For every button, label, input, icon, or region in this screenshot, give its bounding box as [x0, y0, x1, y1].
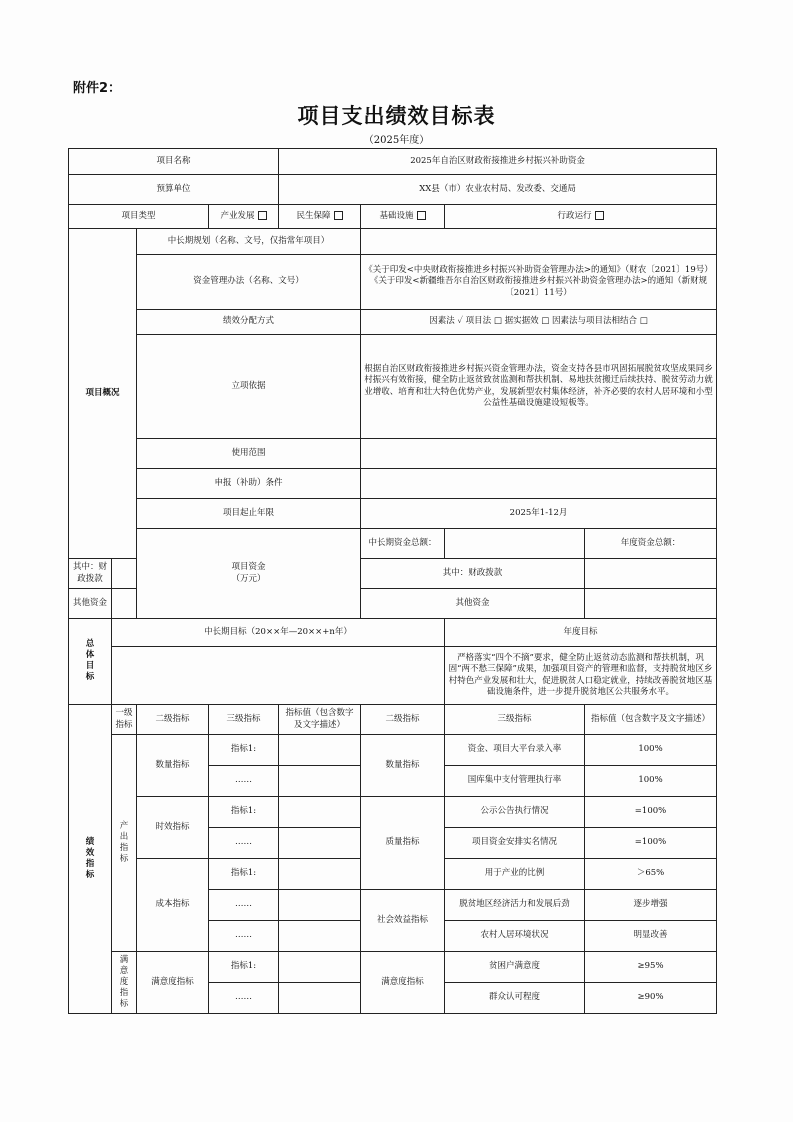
- basis-label: 立项依据: [137, 335, 361, 439]
- left-level2-cost: 成本指标: [137, 859, 209, 952]
- budget-unit-value: XX县（市）农业农村局、发改委、交通局: [279, 175, 717, 205]
- type-option-industry: 产业发展: [209, 205, 279, 229]
- allocation-options: 因素法 ✓ 项目法 □ 据实据效 □ 因素法与项目法相结合 □: [361, 310, 717, 335]
- right-value-cell: ＞65%: [585, 859, 717, 890]
- right-value-cell: =100%: [585, 797, 717, 828]
- scope-label: 使用范围: [137, 439, 361, 469]
- mid-fiscal-value: [112, 559, 137, 589]
- right-level3-cell: 国库集中支付管理执行率: [445, 766, 585, 797]
- left-value-cell: [279, 797, 361, 828]
- method-value-2: 《关于印发<新疆维吾尔自治区财政衔接推进乡村振兴补助资金管理办法>的通知（新财规〔2021〕11号）: [369, 276, 708, 298]
- mid-goal-label: 中长期目标（20××年—20××+n年）: [112, 619, 445, 647]
- right-level3-cell: 贫困户满意度: [445, 952, 585, 983]
- left-level3-cell: ……: [209, 828, 279, 859]
- year-total-label: 年度资金总额：: [585, 529, 717, 559]
- checkbox-icon: [417, 211, 426, 220]
- type-option-livelihood: 民生保障: [279, 205, 361, 229]
- left-value-cell: [279, 828, 361, 859]
- right-value-cell: ≥95%: [585, 952, 717, 983]
- left-value-cell: [279, 859, 361, 890]
- header-level2-right: 二级指标: [361, 705, 445, 735]
- right-level3-cell: 群众认可程度: [445, 983, 585, 1014]
- header-level1: 一级指标: [112, 705, 137, 735]
- right-level3-cell: 公示公告执行情况: [445, 797, 585, 828]
- method-label: 资金管理办法（名称、文号）: [137, 255, 361, 310]
- scope-value: [361, 439, 717, 469]
- left-value-cell: [279, 735, 361, 766]
- type-option-infrastructure: 基础设施: [361, 205, 445, 229]
- right-value-cell: 100%: [585, 735, 717, 766]
- mid-other-label: 其他资金: [69, 589, 112, 619]
- overview-section-label: 项目概况: [69, 229, 137, 559]
- header-level2-left: 二级指标: [137, 705, 209, 735]
- right-value-cell: 明显改善: [585, 921, 717, 952]
- left-value-cell: [279, 890, 361, 921]
- right-value-cell: 逐步增强: [585, 890, 717, 921]
- goals-section-label: 总体目标: [69, 619, 112, 705]
- mid-fiscal-label: 其中：财政拨款: [69, 559, 112, 589]
- year-label: （2025年度）: [363, 135, 430, 146]
- left-level3-cell: 指标1:: [209, 859, 279, 890]
- mid-total-label: 中长期资金总额：: [361, 529, 445, 559]
- header-level3-right: 三级指标: [445, 705, 585, 735]
- left-level3-cell: 指标1:: [209, 952, 279, 983]
- mid-goal-value: [112, 647, 445, 705]
- header-value-right: 指标值（包含数字及文字描述）: [585, 705, 717, 735]
- mid-other-value: [112, 589, 137, 619]
- right-value-cell: =100%: [585, 828, 717, 859]
- left-level2-timeliness: 时效指标: [137, 797, 209, 859]
- indicators-section-label: 绩效指标: [69, 705, 112, 1014]
- condition-label: 申报（补助）条件: [137, 469, 361, 499]
- budget-unit-label: 预算单位: [69, 175, 279, 205]
- right-level2-satisfaction: 满意度指标: [361, 952, 445, 1014]
- type-option-admin: 行政运行: [445, 205, 717, 229]
- left-level3-cell: 指标1:: [209, 735, 279, 766]
- mid-total-value: [445, 529, 585, 559]
- header-level3-left: 三级指标: [209, 705, 279, 735]
- plan-label: 中长期规划（名称、文号，仅指常年项目）: [137, 229, 361, 255]
- plan-value: [361, 229, 717, 255]
- left-level3-cell: ……: [209, 890, 279, 921]
- right-level2-quantity: 数量指标: [361, 735, 445, 797]
- satisfaction-indicator-label: 满意度指标: [112, 952, 137, 1014]
- left-value-cell: [279, 952, 361, 983]
- attachment-label: 附件2：: [73, 81, 122, 96]
- header-value-left: 指标值（包含数字及文字描述）: [279, 705, 361, 735]
- condition-value: [361, 469, 717, 499]
- period-label: 项目起止年限: [137, 499, 361, 529]
- left-level3-cell: ……: [209, 983, 279, 1014]
- method-value: [361, 255, 717, 310]
- left-value-cell: [279, 766, 361, 797]
- year-goal-value: 严格落实“四个不摘”要求，健全防止返贫动态监测和帮扶机制，巩固“两不愁三保障”成果，加强项目资产的管理和监督，支持脱贫地区乡村特色产业发展和壮大，促进脱贫人口稳定就业，持续改善脱贫地区基础设施条件，进一步提升脱贫地区公共服务水平。: [445, 647, 717, 705]
- left-level3-cell: ……: [209, 766, 279, 797]
- checkbox-icon: [595, 211, 604, 220]
- basis-value: 根据自治区财政衔接推进乡村振兴资金管理办法，资金支持各县市巩固拓展脱贫攻坚成果同乡村振兴有效衔接，健全防止返贫致贫监测和帮扶机制、易地扶贫搬迁后续扶持、脱贫劳动力就业增收、培育和壮大特色优势产业，发展新型农村集体经济，补齐必要的农村人居环境和小型公益性基础设施建设短板等。: [361, 335, 717, 439]
- year-other-value: [585, 589, 717, 619]
- left-level3-cell: 指标1:: [209, 797, 279, 828]
- right-level3-cell: 脱贫地区经济活力和发展后劲: [445, 890, 585, 921]
- year-fiscal-label: 其中：财政拨款: [361, 559, 585, 589]
- project-name-value: 2025年自治区财政衔接推进乡村振兴补助资金: [279, 149, 717, 175]
- right-level2-social: 社会效益指标: [361, 890, 445, 952]
- right-level3-cell: 农村人居环境状况: [445, 921, 585, 952]
- year-other-label: 其他资金: [361, 589, 585, 619]
- left-level3-cell: ……: [209, 921, 279, 952]
- right-level3-cell: 资金、项目大平台录入率: [445, 735, 585, 766]
- checkbox-icon: [334, 211, 343, 220]
- left-value-cell: [279, 983, 361, 1014]
- left-level2-satisfaction: 满意度指标: [137, 952, 209, 1014]
- right-level3-cell: 项目资金安排实名情况: [445, 828, 585, 859]
- year-goal-label: 年度目标: [445, 619, 717, 647]
- output-indicator-label: 产出指标: [112, 735, 137, 952]
- allocation-label: 绩效分配方式: [137, 310, 361, 335]
- performance-table: [68, 148, 717, 1014]
- right-level2-quality: 质量指标: [361, 797, 445, 890]
- page-title: 项目支出绩效目标表: [297, 104, 496, 128]
- left-value-cell: [279, 921, 361, 952]
- checkbox-icon: [258, 211, 267, 220]
- project-name-label: 项目名称: [69, 149, 279, 175]
- period-value: 2025年1-12月: [361, 499, 717, 529]
- right-value-cell: ≥90%: [585, 983, 717, 1014]
- method-value-1: 《关于印发<中央财政衔接推进乡村振兴补助资金管理办法>的通知》（财农〔2021〕19号）: [364, 264, 713, 275]
- left-level2-quantity: 数量指标: [137, 735, 209, 797]
- right-value-cell: 100%: [585, 766, 717, 797]
- right-level3-cell: 用于产业的比例: [445, 859, 585, 890]
- year-fiscal-value: [585, 559, 717, 589]
- funds-label: 项目资金 （万元）: [137, 529, 361, 619]
- project-type-label: 项目类型: [69, 205, 209, 229]
